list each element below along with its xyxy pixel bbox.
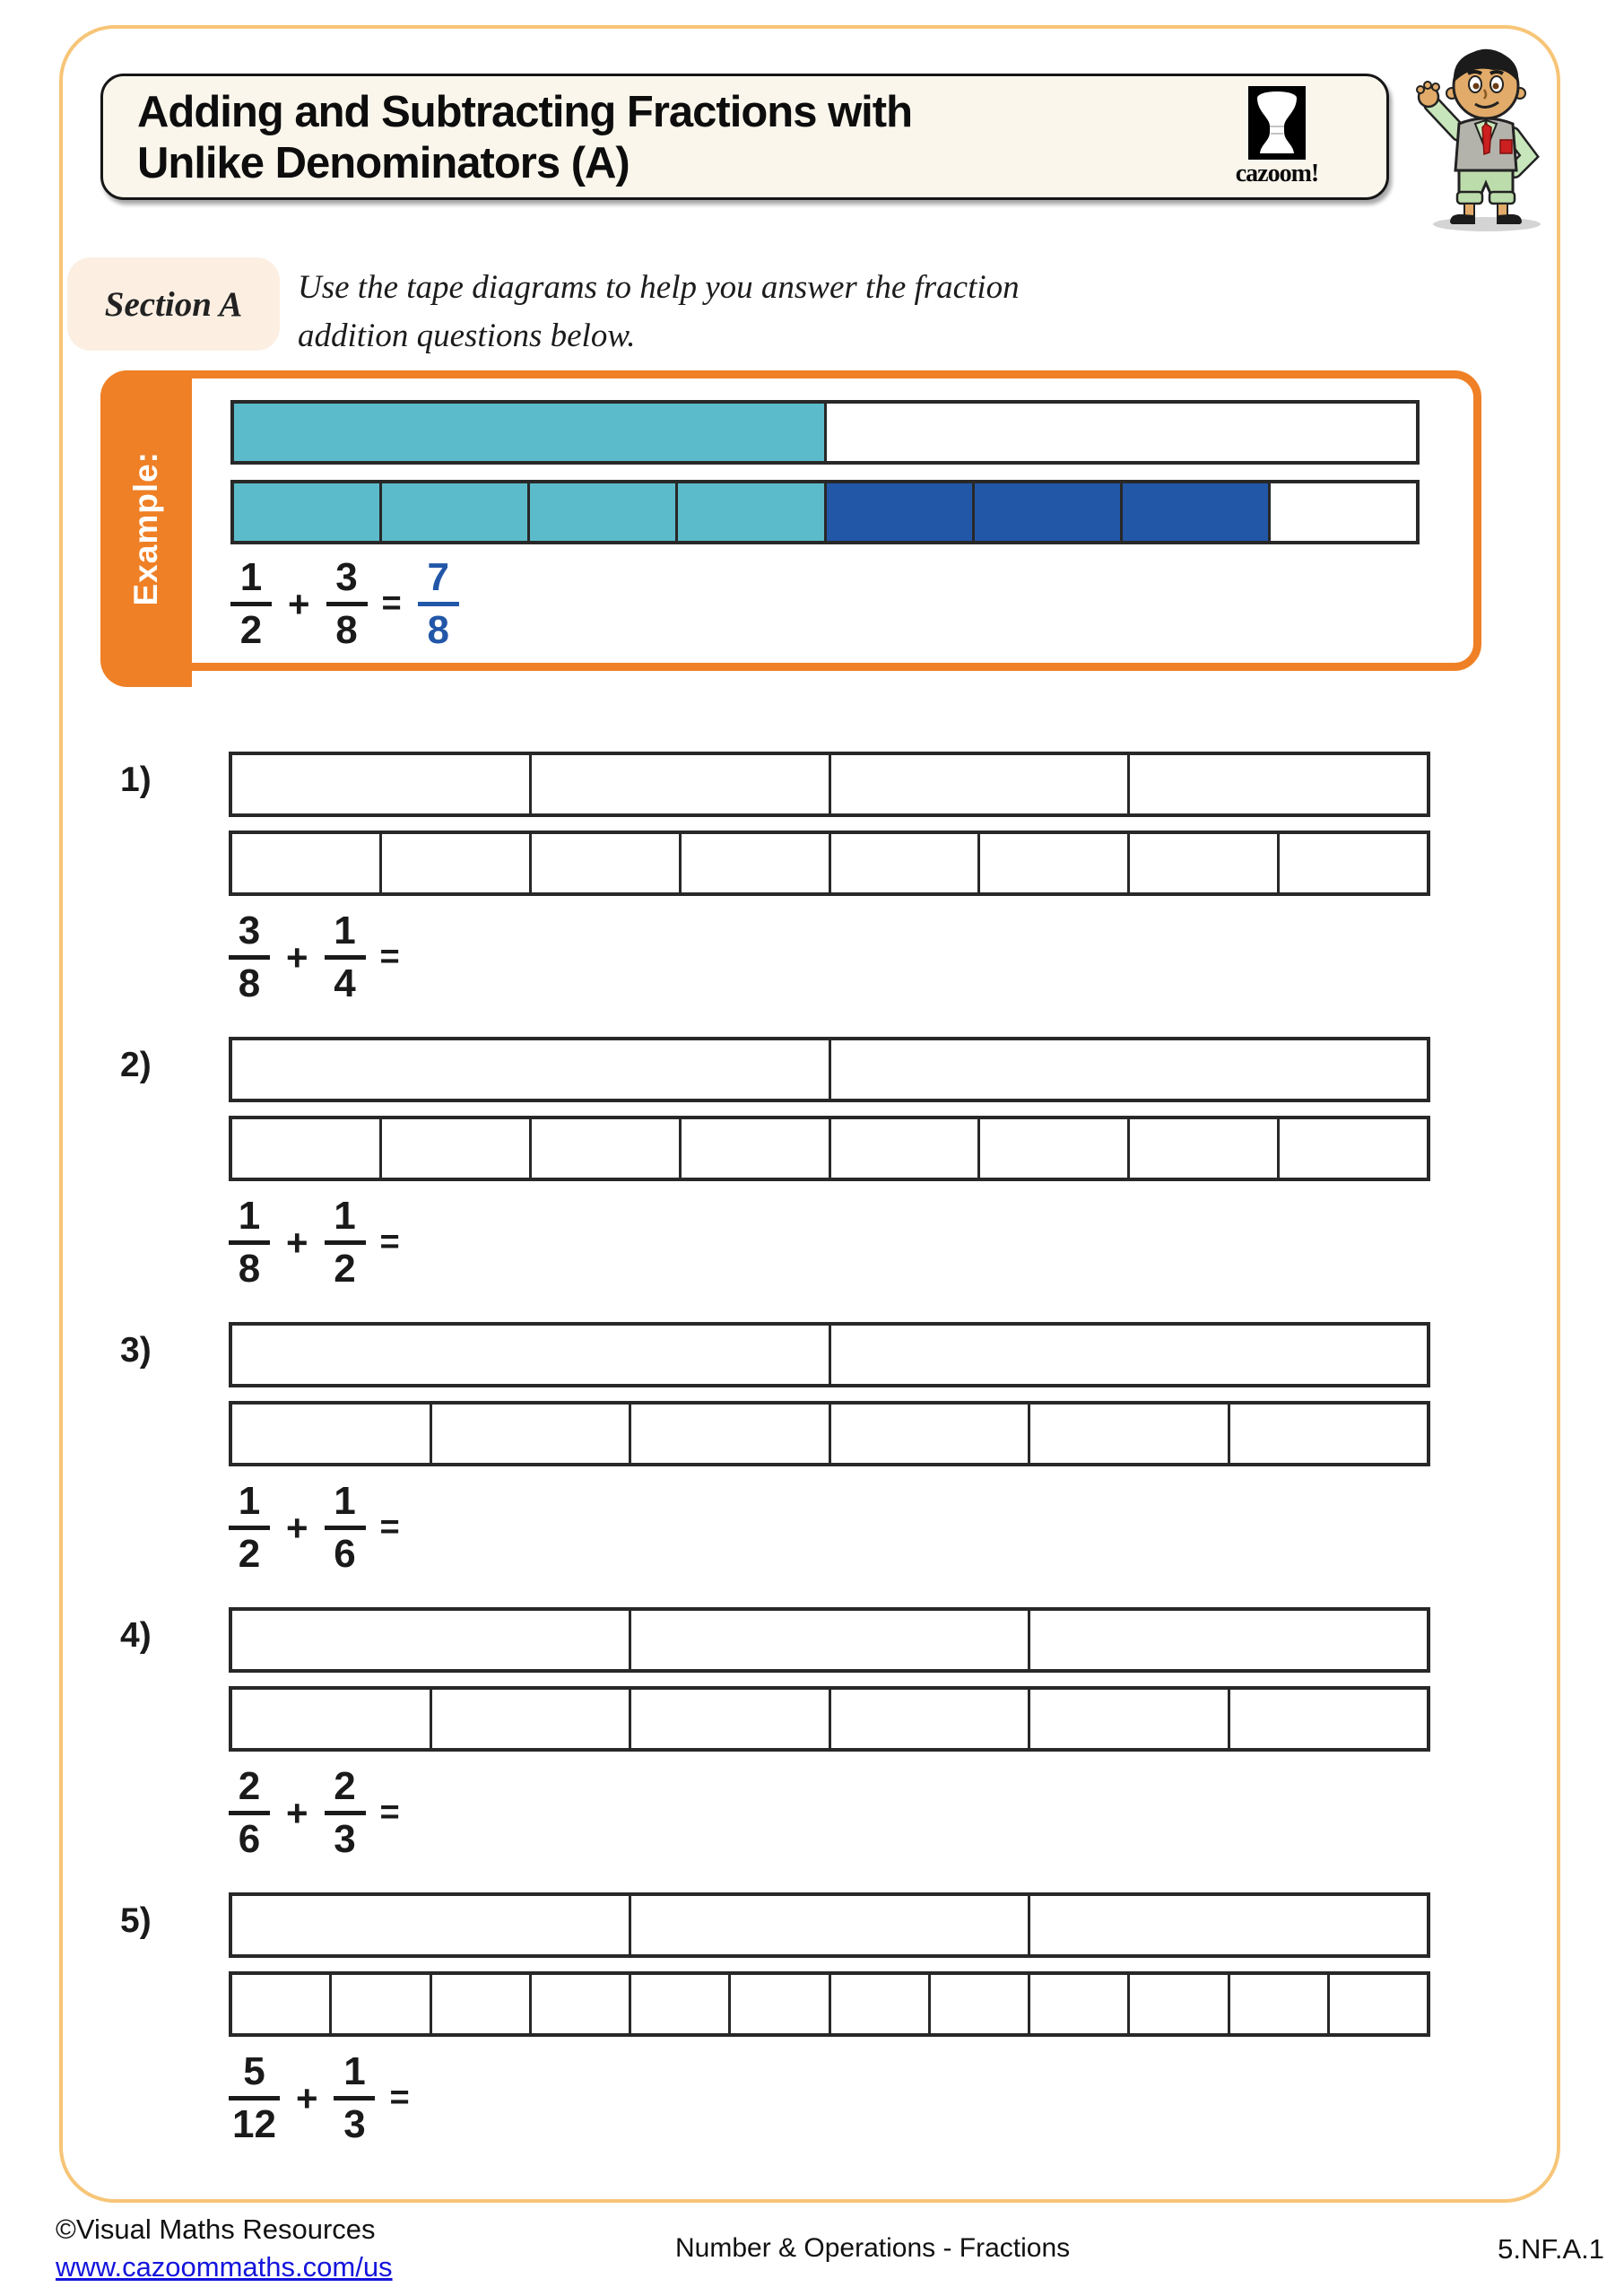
tape-cell xyxy=(1127,1119,1277,1178)
equals-sign: = xyxy=(381,585,402,622)
numerator: 2 xyxy=(334,1764,356,1808)
tape-cell xyxy=(529,1975,629,2033)
footer-standard-code: 5.NF.A.1 xyxy=(1498,2233,1604,2265)
numerator: 5 xyxy=(243,2049,265,2093)
denominator: 8 xyxy=(238,1247,261,1291)
tape-cell xyxy=(977,834,1127,892)
fraction-second xyxy=(325,1479,366,1576)
fraction-bar xyxy=(325,1240,366,1245)
tape-cell xyxy=(232,834,379,892)
tape-cell xyxy=(829,1119,978,1178)
fraction-first xyxy=(229,911,270,1004)
tape-cell xyxy=(1228,1405,1428,1463)
fraction-first xyxy=(229,1479,270,1576)
plus-operator: + xyxy=(286,935,308,978)
section-a-instructions xyxy=(298,264,1020,360)
tape-cell xyxy=(629,1896,1028,1954)
tape-cell xyxy=(329,1975,429,2033)
fraction-second xyxy=(325,911,366,1004)
example-box xyxy=(100,370,1481,671)
question-number: 5) xyxy=(120,1901,152,1940)
fraction-equation xyxy=(229,1196,416,1289)
question-block xyxy=(0,1607,1624,1876)
tape-cell xyxy=(379,1119,529,1178)
fraction-bar xyxy=(418,602,459,606)
fraction-bar xyxy=(229,1811,270,1815)
instruction-line2: addition questions below. xyxy=(298,317,636,354)
tape-cell xyxy=(1277,1119,1427,1178)
question-block xyxy=(0,1892,1624,2161)
question-number: 3) xyxy=(120,1331,152,1370)
example-tab xyxy=(100,370,192,687)
numerator: 1 xyxy=(239,555,263,599)
tape-cell xyxy=(232,1040,829,1099)
tape-cell xyxy=(379,834,529,892)
example-tab-label: Example: xyxy=(127,451,164,606)
fraction-bar xyxy=(229,2096,280,2100)
fraction-first xyxy=(229,1764,270,1861)
tape-cell xyxy=(529,1119,679,1178)
tape-diagram-bottom xyxy=(229,1401,1430,1466)
tape-diagram-top xyxy=(229,1037,1430,1102)
fraction-first xyxy=(229,1196,270,1289)
tape-cell xyxy=(1277,834,1427,892)
instruction-line1: Use the tape diagrams to help you answer the fraction xyxy=(298,269,1020,306)
equals-sign: = xyxy=(379,1223,400,1261)
numerator: 1 xyxy=(238,1194,261,1238)
tape-cell xyxy=(829,1040,1428,1099)
waving-schoolboy-mascot xyxy=(1393,38,1572,239)
tape-cell xyxy=(829,1690,1029,1748)
worksheet-title-box xyxy=(100,74,1389,200)
tape-cell xyxy=(232,1896,629,1954)
numerator: 3 xyxy=(335,555,358,599)
tape-cell xyxy=(1127,834,1277,892)
plus-operator: + xyxy=(286,1506,308,1549)
tape-cell xyxy=(972,483,1120,541)
djembe-drum-icon xyxy=(1247,86,1307,160)
denominator: 3 xyxy=(343,2102,366,2146)
tape-cell xyxy=(629,1405,829,1463)
tape-cell xyxy=(675,483,823,541)
fraction-bar xyxy=(230,602,272,606)
denominator: 8 xyxy=(238,961,261,1005)
tape-cell xyxy=(1228,1975,1327,2033)
tape-cell xyxy=(977,1119,1127,1178)
numerator: 7 xyxy=(427,555,449,599)
example-tape-bottom xyxy=(230,480,1420,544)
tape-diagram-bottom xyxy=(229,831,1430,896)
fraction-second xyxy=(334,2049,375,2146)
numerator: 1 xyxy=(334,1479,356,1523)
tape-cell xyxy=(679,1119,829,1178)
tape-cell xyxy=(232,1611,629,1669)
numerator: 1 xyxy=(238,1479,261,1523)
tape-cell xyxy=(829,755,1128,813)
tape-cell xyxy=(1120,483,1268,541)
plus-operator: + xyxy=(295,2076,318,2119)
tape-cell xyxy=(1028,1690,1228,1748)
example-fraction-second xyxy=(326,555,368,652)
tape-cell xyxy=(529,834,679,892)
footer-topic: Number & Operations - Fractions xyxy=(675,2233,1071,2263)
tape-cell xyxy=(430,1405,630,1463)
tape-cell xyxy=(629,1975,728,2033)
tape-cell xyxy=(430,1690,630,1748)
fraction-first xyxy=(229,2049,280,2146)
numerator: 1 xyxy=(334,1194,356,1238)
tape-cell xyxy=(629,1611,1028,1669)
equals-sign: = xyxy=(379,938,400,976)
plus-operator: + xyxy=(288,582,310,625)
fraction-equation xyxy=(229,1764,416,1861)
tape-diagram-top xyxy=(229,1322,1430,1387)
tape-diagram-bottom xyxy=(229,1971,1430,2037)
tape-cell xyxy=(430,1975,529,2033)
cazoom-logo xyxy=(1210,86,1344,188)
tape-diagram-bottom xyxy=(229,1686,1430,1752)
tape-cell xyxy=(824,483,972,541)
tape-diagram-top xyxy=(229,1892,1430,1958)
denominator: 2 xyxy=(238,1532,261,1576)
tape-cell xyxy=(232,755,529,813)
question-block xyxy=(0,1037,1624,1306)
numerator: 1 xyxy=(334,909,356,952)
tape-cell xyxy=(529,755,829,813)
denominator: 3 xyxy=(334,1817,356,1861)
question-number: 2) xyxy=(120,1046,152,1084)
plus-operator: + xyxy=(286,1221,308,1264)
denominator: 2 xyxy=(239,608,263,652)
cazoom-logo-text: cazoom! xyxy=(1235,160,1319,187)
section-a-label: Section A xyxy=(67,257,280,351)
equals-sign: = xyxy=(379,1794,400,1831)
footer-credit: ©Visual Maths Resources xyxy=(56,2213,376,2245)
example-tape-top xyxy=(230,400,1420,465)
tape-cell xyxy=(629,1690,829,1748)
tape-cell xyxy=(1028,1611,1427,1669)
fraction-equation xyxy=(229,911,416,1004)
page-title-line1: Adding and Subtracting Fractions with xyxy=(137,88,913,136)
denominator: 12 xyxy=(232,2102,276,2146)
denominator: 8 xyxy=(335,608,358,652)
fraction-equation xyxy=(229,2049,426,2146)
tape-cell xyxy=(232,1405,430,1463)
question-block xyxy=(0,1322,1624,1591)
example-answer-fraction xyxy=(418,555,459,652)
tape-cell xyxy=(679,834,829,892)
tape-cell xyxy=(728,1975,828,2033)
fraction-bar xyxy=(326,602,368,606)
tape-cell xyxy=(527,483,675,541)
tape-cell xyxy=(829,834,978,892)
equals-sign: = xyxy=(379,1509,400,1546)
footer-website-link[interactable]: www.cazoommaths.com/us xyxy=(56,2251,393,2283)
fraction-second xyxy=(325,1196,366,1289)
tape-cell xyxy=(829,1975,928,2033)
tape-cell xyxy=(379,483,527,541)
tape-cell xyxy=(1028,1405,1228,1463)
fraction-second xyxy=(325,1764,366,1861)
fraction-bar xyxy=(229,1240,270,1245)
tape-diagram-top xyxy=(229,1607,1430,1673)
tape-cell xyxy=(232,1690,430,1748)
denominator: 2 xyxy=(334,1247,356,1291)
tape-cell xyxy=(824,404,1417,461)
example-fraction-first xyxy=(230,555,272,652)
tape-cell xyxy=(928,1975,1028,2033)
tape-diagram-bottom xyxy=(229,1116,1430,1181)
tape-cell xyxy=(232,1975,329,2033)
fraction-bar xyxy=(325,1811,366,1815)
tape-cell xyxy=(1268,483,1416,541)
fraction-bar xyxy=(229,1526,270,1530)
tape-cell xyxy=(829,1326,1428,1384)
tape-cell xyxy=(1028,1975,1127,2033)
denominator: 8 xyxy=(427,608,449,652)
tape-cell xyxy=(234,404,824,461)
denominator: 4 xyxy=(334,961,356,1005)
schoolboy-icon xyxy=(1393,38,1572,235)
tape-cell xyxy=(232,1326,829,1384)
tape-cell xyxy=(829,1405,1029,1463)
numerator: 1 xyxy=(343,2049,366,2093)
fraction-bar xyxy=(334,2096,375,2100)
numerator: 3 xyxy=(238,909,261,952)
question-block xyxy=(0,752,1624,1021)
tape-cell xyxy=(234,483,379,541)
tape-cell xyxy=(232,1119,379,1178)
numerator: 2 xyxy=(238,1764,261,1808)
page-title xyxy=(137,87,912,190)
example-equation xyxy=(230,555,459,652)
tape-cell xyxy=(1028,1896,1427,1954)
fraction-bar xyxy=(325,955,366,960)
equals-sign: = xyxy=(389,2079,410,2117)
fraction-bar xyxy=(325,1526,366,1530)
tape-cell xyxy=(1127,1975,1227,2033)
tape-cell xyxy=(1228,1690,1428,1748)
question-number: 1) xyxy=(120,761,152,799)
denominator: 6 xyxy=(334,1532,356,1576)
fraction-bar xyxy=(229,955,270,960)
tape-diagram-top xyxy=(229,752,1430,817)
tape-cell xyxy=(1327,1975,1427,2033)
question-number: 4) xyxy=(120,1616,152,1655)
plus-operator: + xyxy=(286,1791,308,1834)
page-title-line2: Unlike Denominators (A) xyxy=(137,139,630,188)
fraction-equation xyxy=(229,1479,416,1576)
tape-cell xyxy=(1127,755,1427,813)
denominator: 6 xyxy=(238,1817,261,1861)
